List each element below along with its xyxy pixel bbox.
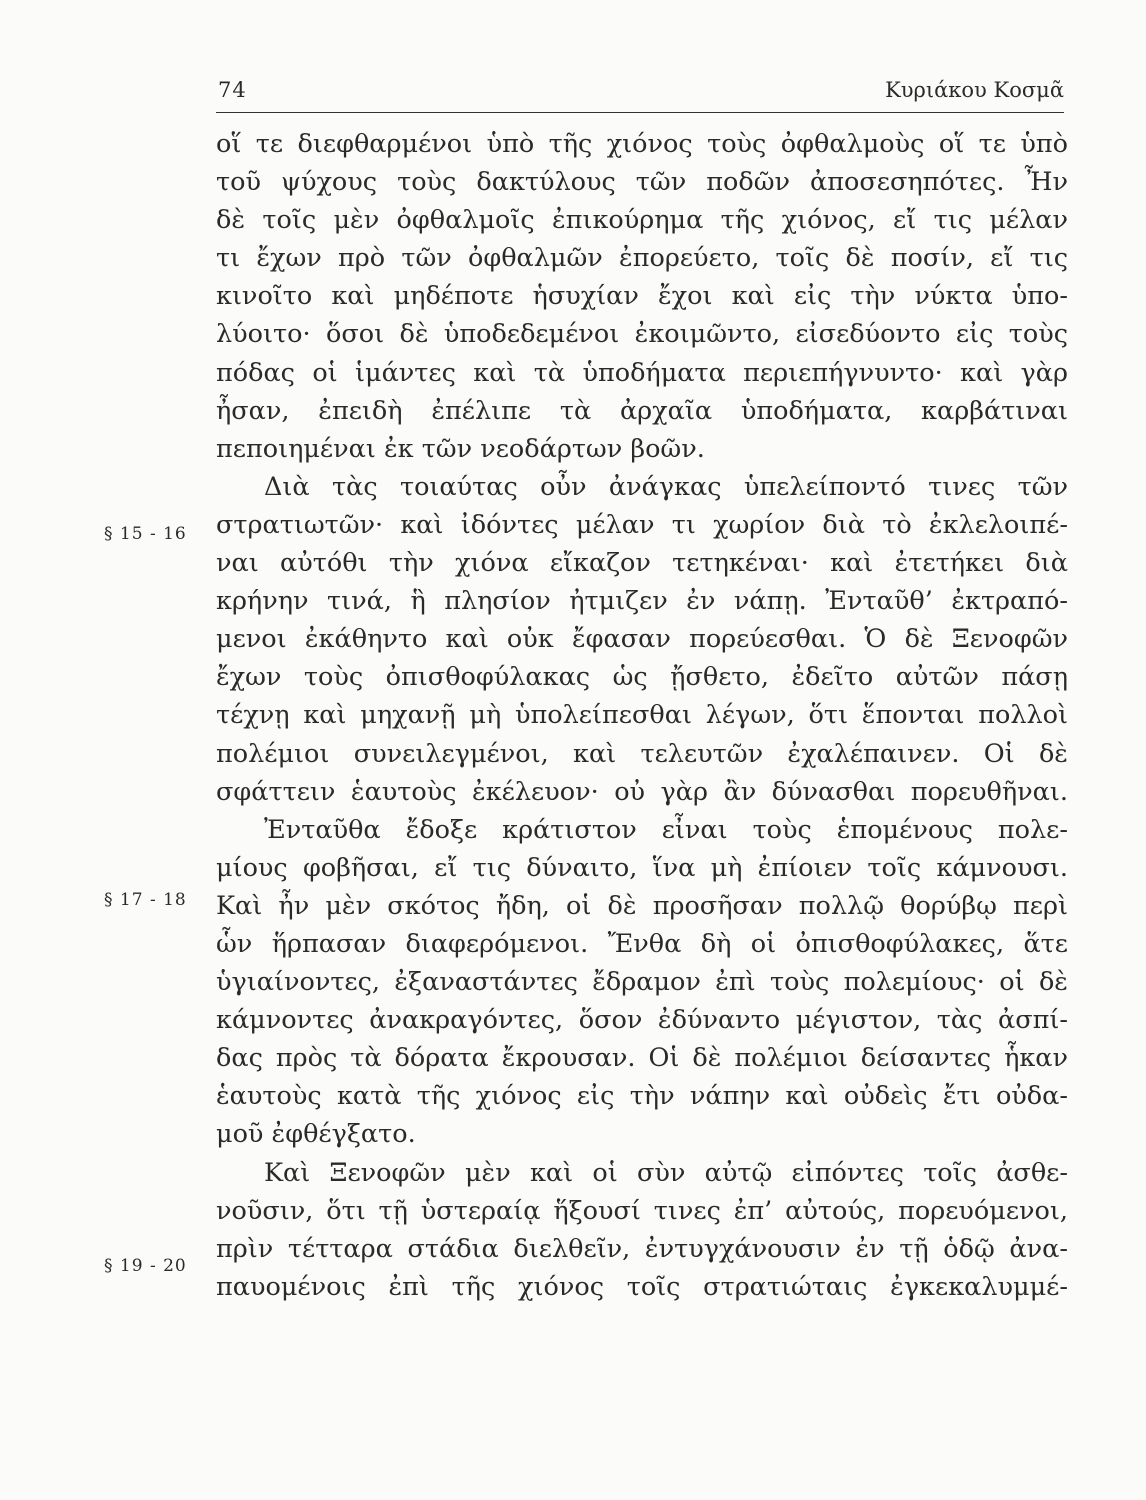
text-line: σφάττειν ἑαυτοὺς ἐκέλευον· οὐ γὰρ ἂν δύνασθαι πορευθῆναι. bbox=[216, 776, 1068, 807]
text-line: δας πρὸς τὰ δόρατα ἔκρουσαν. Οἱ δὲ πολέμιοι δείσαντες ἧκαν bbox=[216, 1043, 1068, 1074]
text-line: Διὰ τὰς τοιαύτας οὖν ἀνάγκας ὑπελείποντό τινες τῶν bbox=[264, 471, 1068, 502]
text-line: ναι αὐτόθι τὴν χιόνα εἴκαζον τετηκέναι· καὶ ἐτετήκει διὰ bbox=[216, 548, 1068, 579]
text-line: Καὶ ἦν μὲν σκότος ἤδη, οἱ δὲ προσῆσαν πολλῷ θορύβῳ περὶ bbox=[216, 890, 1068, 921]
section-ref: § 19 - 20 bbox=[104, 1256, 187, 1276]
text-line: πολέμιοι συνειλεγμένοι, καὶ τελευτῶν ἐχαλέπαινεν. Οἱ δὲ bbox=[216, 738, 1068, 769]
text-line: πρὶν τέτταρα στάδια διελθεῖν, ἐντυγχάνουσιν ἐν τῇ ὁδῷ ἀνα- bbox=[216, 1233, 1068, 1264]
text-line: ὑγιαίνοντες, ἐξαναστάντες ἔδραμον ἐπὶ τοὺς πολεμίους· οἱ δὲ bbox=[216, 967, 1068, 998]
text-line: παυομένοις ἐπὶ τῆς χιόνος τοῖς στρατιώταις ἐγκεκαλυμμέ- bbox=[216, 1271, 1068, 1302]
text-line: Καὶ Ξενοφῶν μὲν καὶ οἱ σὺν αὐτῷ εἰπόντες τοῖς ἀσθε- bbox=[264, 1157, 1068, 1188]
text-line: τι ἔχων πρὸ τῶν ὀφθαλμῶν ἐπορεύετο, τοῖς δὲ ποσίν, εἴ τις bbox=[216, 243, 1068, 274]
text-line: τέχνῃ καὶ μηχανῇ μὴ ὑπολείπεσθαι λέγων, ὅτι ἕπονται πολλοὶ bbox=[216, 700, 1068, 731]
section-ref: § 15 - 16 bbox=[104, 524, 187, 544]
text-line: κινοῖτο καὶ μηδέποτε ἡσυχίαν ἔχοι καὶ εἰς τὴν νύκτα ὑπο- bbox=[216, 281, 1068, 312]
text-line: οἵ τε διεφθαρμένοι ὑπὸ τῆς χιόνος τοὺς ὀφθαλμοὺς οἵ τε ὑπὸ bbox=[216, 129, 1068, 159]
text-line: μοῦ ἐφθέγξατο. bbox=[216, 1119, 416, 1150]
text-line: Ἐνταῦθα ἔδοξε κράτιστον εἶναι τοὺς ἑπομένους πολε- bbox=[264, 814, 1068, 845]
text-line: ἔχων τοὺς ὀπισθοφύλακας ὡς ᾔσθετο, ἐδεῖτο αὐτῶν πάσῃ bbox=[216, 662, 1068, 693]
text-line: κάμνοντες ἀνακραγόντες, ὅσον ἐδύναντο μέγιστον, τὰς ἀσπί- bbox=[216, 1005, 1068, 1036]
text-line: ὧν ἥρπασαν διαφερόμενοι. Ἔνθα δὴ οἱ ὀπισθοφύλακες, ἅτε bbox=[216, 928, 1068, 959]
page-header bbox=[216, 72, 1064, 113]
text-line: ἦσαν, ἐπειδὴ ἐπέλιπε τὰ ἀρχαῖα ὑποδήματα, καρβάτιναι bbox=[216, 395, 1068, 426]
text-line: πόδας οἱ ἱμάντες καὶ τὰ ὑποδήματα περιεπήγνυντο· καὶ γὰρ bbox=[216, 357, 1068, 388]
text-line: μίους φοβῆσαι, εἴ τις δύναιτο, ἵνα μὴ ἐπίοιεν τοῖς κάμνουσι. bbox=[216, 852, 1068, 883]
text-line: λύοιτο· ὅσοι δὲ ὑποδεδεμένοι ἐκοιμῶντο, εἰσεδύοντο εἰς τοὺς bbox=[216, 319, 1068, 350]
text-line: στρατιωτῶν· καὶ ἰδόντες μέλαν τι χωρίον διὰ τὸ ἐκλελοιπέ- bbox=[216, 509, 1068, 540]
text-line: τοῦ ψύχους τοὺς δακτύλους τῶν ποδῶν ἀποσεσηπότες. Ἦν bbox=[216, 167, 1068, 198]
text-line: πεποιημέναι ἐκ τῶν νεοδάρτων βοῶν. bbox=[216, 433, 705, 464]
section-ref: § 17 - 18 bbox=[104, 890, 187, 910]
text-line: ἑαυτοὺς κατὰ τῆς χιόνος εἰς τὴν νάπην καὶ οὐδεὶς ἔτι οὐδα- bbox=[216, 1081, 1068, 1112]
text-line: νοῦσιν, ὅτι τῇ ὑστεραίᾳ ἥξουσί τινες ἐπ’ αὐτούς, πορευόμενοι, bbox=[216, 1195, 1068, 1226]
running-title: Κυριάκου Κοσμᾶ bbox=[885, 78, 1064, 102]
page-number: 74 bbox=[218, 78, 247, 102]
body-text bbox=[216, 125, 1068, 1306]
text-line: μενοι ἐκάθηντο καὶ οὐκ ἔφασαν πορεύεσθαι. Ὁ δὲ Ξενοφῶν bbox=[216, 624, 1068, 655]
text-line: κρήνην τινά, ἣ πλησίον ἠτμιζεν ἐν νάπῃ. Ἐνταῦθ’ ἐκτραπό- bbox=[216, 586, 1068, 617]
text-line: δὲ τοῖς μὲν ὀφθαλμοῖς ἐπικούρημα τῆς χιόνος, εἴ τις μέλαν bbox=[216, 205, 1068, 236]
